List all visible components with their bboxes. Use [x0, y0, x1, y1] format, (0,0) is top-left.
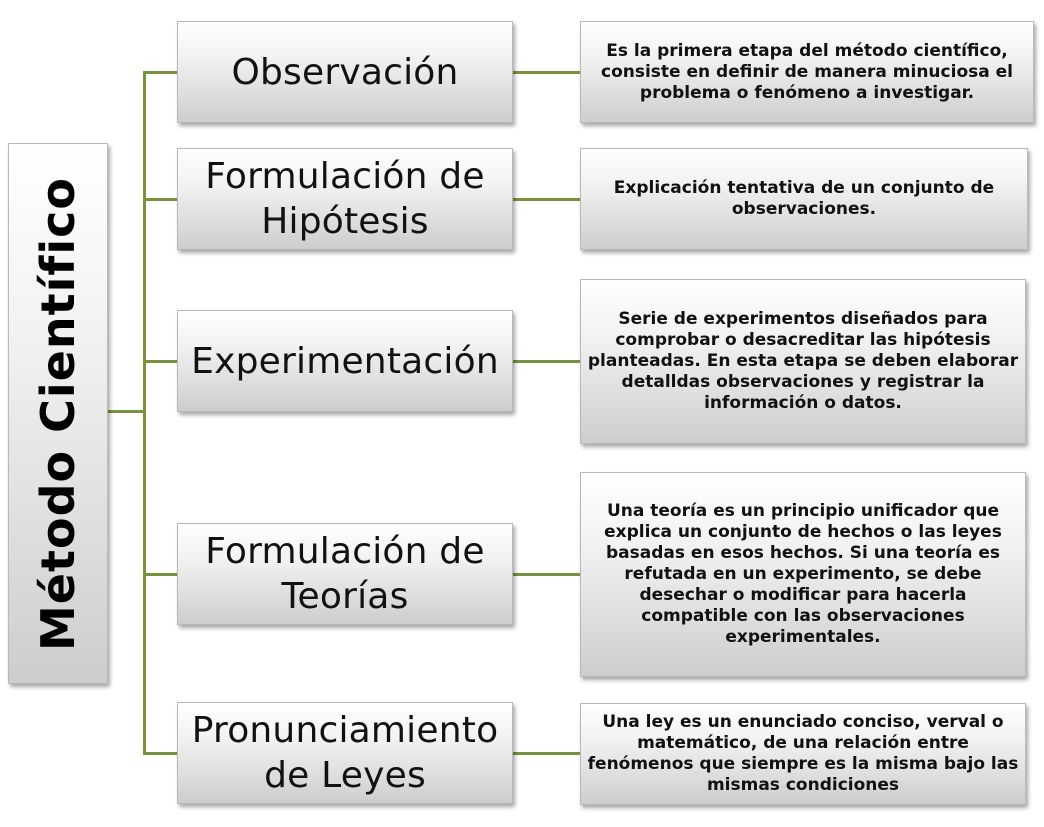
root-connector: [108, 410, 144, 413]
step-formulacion-teorias: Formulación de Teorías: [177, 523, 513, 625]
step-pronunciamiento-leyes: Pronunciamiento de Leyes: [177, 702, 513, 804]
desc-connector-3: [513, 360, 580, 363]
spine-line: [143, 71, 146, 754]
step-connector-4: [143, 573, 177, 576]
desc-connector-1: [513, 71, 580, 74]
step-connector-3: [143, 360, 177, 363]
desc-pronunciamiento-leyes: Una ley es un enunciado conciso, verval o matemático, de una relación entre fenómenos que siempre es la misma bajo las mismas condiciones: [580, 703, 1026, 805]
step-experimentacion: Experimentación: [177, 310, 513, 412]
step-connector-5: [143, 752, 177, 755]
step-connector-1: [143, 71, 177, 74]
desc-experimentacion: Serie de experimentos diseñados para comprobar o desacreditar las hipótesis planteadas. En esta etapa se deben elaborar detalldas observaciones y registrar la información o datos.: [580, 279, 1026, 444]
diagram-title: Método Científico: [31, 176, 85, 651]
desc-formulacion-teorias: Una teoría es un principio unificador que explica un conjunto de hechos o las leyes basadas en esos hechos. Si una teoría es refutada en un experimento, se debe desechar o modificar para hacerla compatible con las observaciones experimentales.: [580, 472, 1026, 677]
desc-connector-4: [513, 573, 580, 576]
desc-formulacion-hipotesis: Explicación tentativa de un conjunto de observaciones.: [580, 148, 1028, 250]
desc-connector-5: [513, 752, 580, 755]
step-observacion: Observación: [177, 21, 513, 123]
step-formulacion-hipotesis: Formulación de Hipótesis: [177, 148, 513, 250]
step-connector-2: [143, 198, 177, 201]
root-node: [8, 143, 108, 684]
desc-observacion: Es la primera etapa del método científico, consiste en definir de manera minuciosa el problema o fenómeno a investigar.: [580, 21, 1034, 123]
desc-connector-2: [513, 198, 580, 201]
